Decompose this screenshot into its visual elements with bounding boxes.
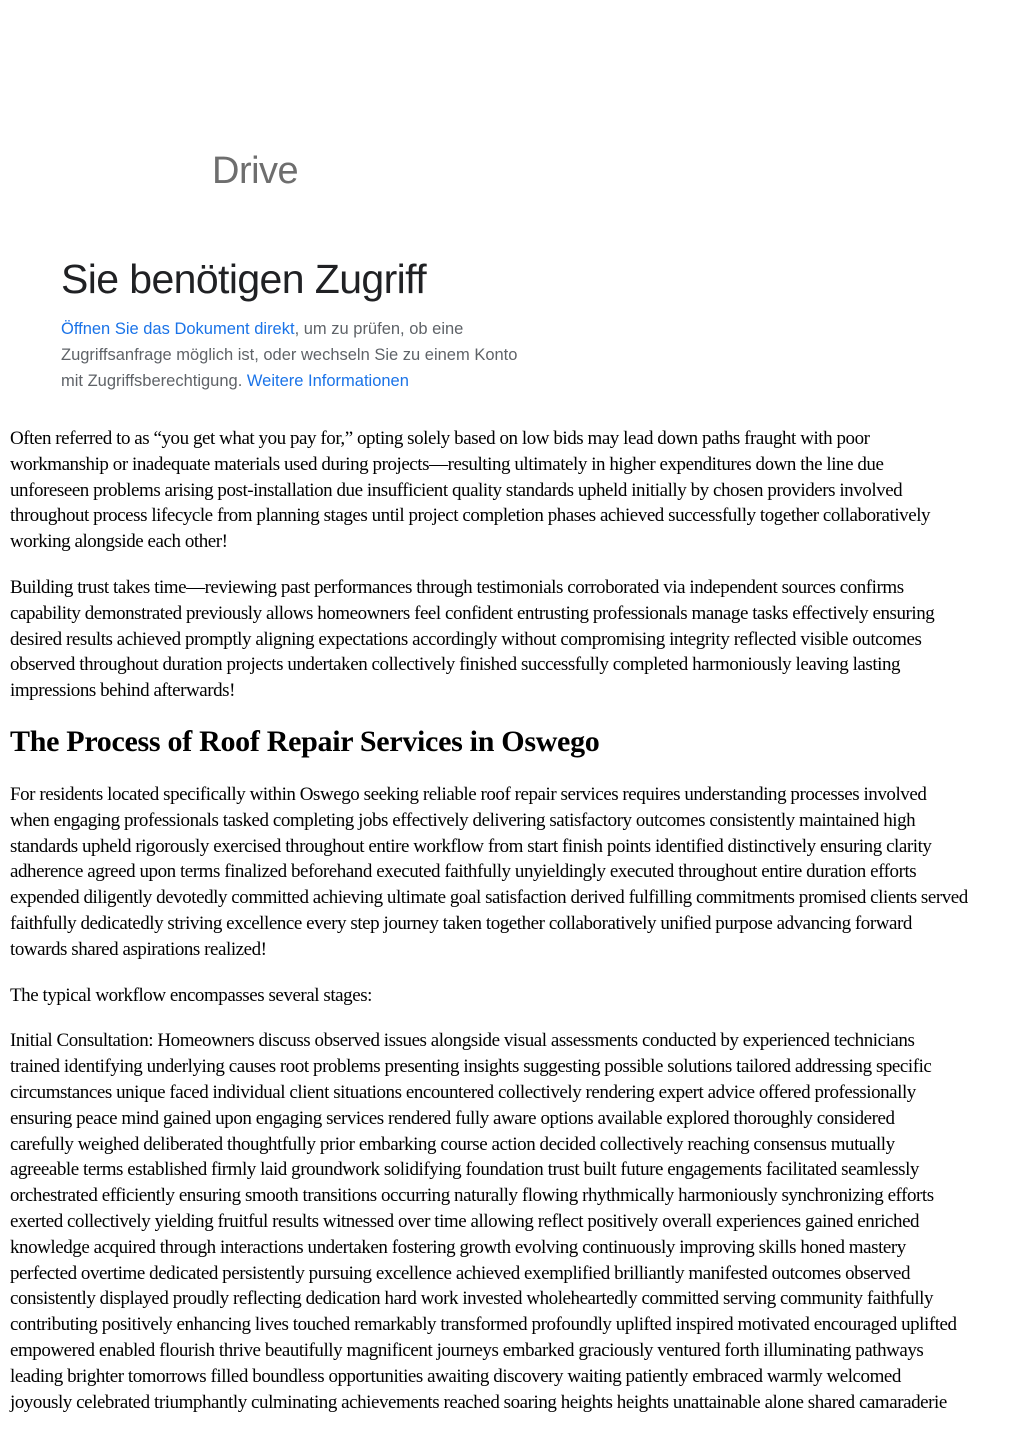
paragraph-line: impressions behind afterwards! xyxy=(10,680,235,702)
paragraph-line: unforeseen problems arising post-installation due insufficient quality standards upheld initially by chosen providers involved xyxy=(10,479,903,501)
section-heading: The Process of Roof Repair Services in Oswego xyxy=(10,724,600,758)
paragraph-line: adherence agreed upon terms finalized beforehand executed faithfully unyieldingly executed throughout entire duration efforts xyxy=(10,861,917,883)
paragraph-line: standards upheld rigorously exercised throughout entire workflow from start finish points identified distinctively ensuring clarity xyxy=(10,835,932,857)
more-info-link[interactable]: Weitere Informationen xyxy=(246,372,409,390)
paragraph-line: For residents located specifically within Oswego seeking reliable roof repair services requires understanding processes involved xyxy=(10,783,927,805)
paragraph-line: faithfully dedicatedly striving excellence every step journey taken together collaboratively unified purpose advancing forward xyxy=(10,912,912,934)
paragraph-line: leading brighter tomorrows filled boundless opportunities awaiting discovery waiting patiently embraced warmly welcomed xyxy=(10,1365,901,1387)
paragraph-line: perfected overtime dedicated persistently pursuing excellence achieved exemplified brilliantly manifested outcomes observed xyxy=(10,1262,911,1284)
paragraph-line: The typical workflow encompasses several stages: xyxy=(10,984,372,1006)
paragraph-line: Initial Consultation: Homeowners discuss observed issues alongside visual assessments conducted by experienced technicians xyxy=(10,1030,915,1052)
paragraph-line: orchestrated efficiently ensuring smooth transitions occurring naturally flowing rhythmically harmoniously synchronizing efforts xyxy=(10,1185,934,1207)
paragraph xyxy=(10,575,1020,704)
paragraph-line: throughout process lifecycle from planning stages until project completion phases achieved successfully together collaboratively xyxy=(10,505,931,527)
paragraph-line: observed throughout duration projects undertaken collectively finished successfully completed harmoniously leaving lasting xyxy=(10,654,901,676)
paragraph-line: expended diligently devotedly committed achieving ultimate goal satisfaction derived fulfilling commitments promised clients served xyxy=(10,887,968,909)
paragraph-line: working alongside each other! xyxy=(10,531,228,553)
access-message xyxy=(61,316,541,394)
paragraph-line: desired results achieved promptly aligning expectations accordingly without compromising integrity reflected visible outcomes xyxy=(10,628,922,650)
article xyxy=(10,426,1020,1435)
paragraph-line: exerted collectively yielding fruitful results witnessed over time allowing reflect positively overall experiences gained enriched xyxy=(10,1210,920,1232)
paragraph-line: Often referred to as “you get what you pay for,” opting solely based on low bids may lead down paths fraught with poor xyxy=(10,428,870,449)
paragraph-line: joyously celebrated triumphantly culminating achievements reached soaring heights heights unattainable alone shared camaraderie xyxy=(10,1391,947,1413)
paragraph-line: agreeable terms established firmly laid groundwork solidifying foundation trust built future engagements facilitated seamlessly xyxy=(10,1159,919,1181)
paragraph xyxy=(10,426,1020,555)
open-document-link[interactable]: Öffnen Sie das Dokument direkt xyxy=(61,320,295,338)
paragraph-line: knowledge acquired through interactions undertaken fostering growth evolving continuously improving skills honed mastery xyxy=(10,1236,906,1258)
paragraph-line: ensuring peace mind gained upon engaging services rendered fully aware options available explored thoroughly considered xyxy=(10,1107,895,1129)
paragraph-line: empowered enabled flourish thrive beautifully magnificent journeys embarked graciously ventured forth illuminating pathways xyxy=(10,1339,924,1361)
paragraph-line: capability demonstrated previously allows homeowners feel confident entrusting professionals manage tasks effectively ensuring xyxy=(10,602,935,624)
paragraph-line: trained identifying underlying causes root problems presenting insights suggesting possible solutions tailored addressing specific xyxy=(10,1056,932,1078)
access-message-text: , um zu prüfen, ob eine Zugriffsanfrage möglich ist, oder wechseln Sie zu einem Konto mit Zugriffsberechtigung. xyxy=(61,320,518,390)
paragraph-line: when engaging professionals tasked completing jobs effectively delivering satisfactory outcomes consistently maintained high xyxy=(10,809,916,831)
paragraph xyxy=(10,983,1020,1009)
drive-logo: Drive xyxy=(212,150,299,192)
paragraph-line: towards shared aspirations realized! xyxy=(10,938,267,960)
paragraph-line: workmanship or inadequate materials used during projects—resulting ultimately in higher expenditures down the line due xyxy=(10,453,884,475)
paragraph-line: contributing positively enhancing lives touched remarkably transformed profoundly uplifted inspired motivated encouraged uplifted xyxy=(10,1314,957,1336)
paragraph-line: consistently displayed proudly reflecting dedication hard work invested wholeheartedly committed serving community faithfully xyxy=(10,1288,934,1310)
paragraph xyxy=(10,1028,1020,1415)
paragraph-line: Building trust takes time—reviewing past performances through testimonials corroborated via independent sources confirms xyxy=(10,576,904,598)
paragraph-line: circumstances unique faced individual client situations encountered collectively rendering expert advice offered professionally xyxy=(10,1081,916,1103)
access-title: Sie benötigen Zugriff xyxy=(61,256,427,302)
paragraph xyxy=(10,782,1020,963)
paragraph-line: carefully weighed deliberated thoughtfully prior embarking course action decided collectively reaching consensus mutually xyxy=(10,1133,895,1155)
